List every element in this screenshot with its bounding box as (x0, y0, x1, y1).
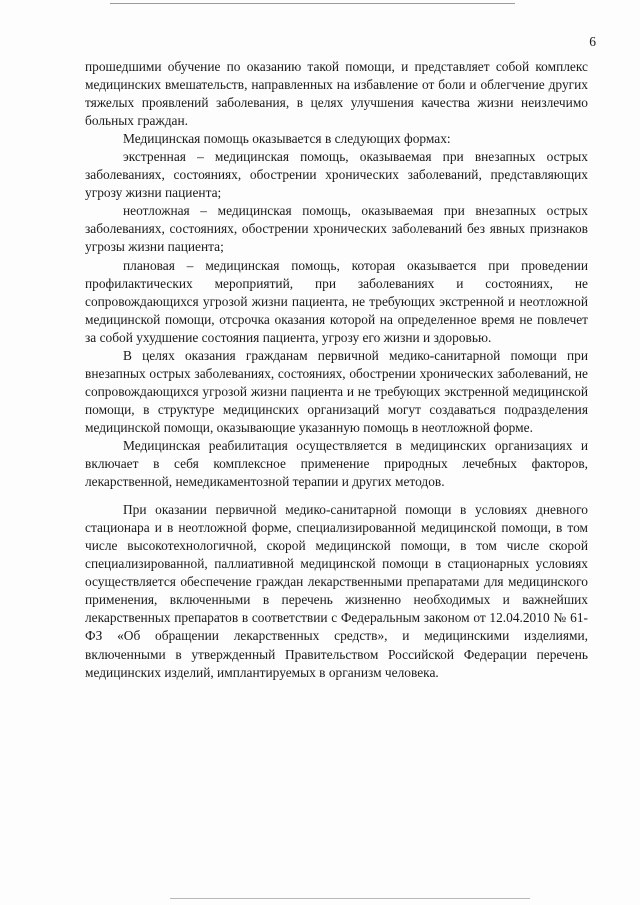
page-number: 6 (589, 34, 596, 49)
paragraph-urgent-care-units: В целях оказания гражданам первичной медико-санитарной помощи при внезапных острых заболеваниях, состояниях, обострении хронических заболеваний, не сопровождающихся угрозой жизни пациента и не требующих экстренной медицинской помощи, в структуре медицинских организаций могут создаваться подразделения медицинской помощи, оказывающие указанную помощь в неотложной форме. (85, 347, 588, 435)
paragraph-planned-form: плановая – медицинская помощь, которая оказывается при проведении профилактических мероприятий, при заболеваниях и состояниях, не сопровождающихся угрозой жизни пациента, не требующих экстренной и неотложной медицинской помощи, отсрочка оказания которой на определенное время не повлечет за собой ухудшение состояния пациента, угрозу его жизни и здоровью. (85, 257, 588, 345)
paragraph-urgent-form: неотложная – медицинская помощь, оказываемая при внезапных острых заболеваниях, состояниях, обострении хронических заболеваний без явных признаков угрозы жизни пациента; (85, 203, 588, 255)
top-edge-line (110, 3, 515, 4)
bottom-edge-line (170, 898, 530, 899)
paragraph-forms-intro: Медицинская помощь оказывается в следующих формах: (123, 131, 451, 147)
paragraph-drug-provision: При оказании первичной медико-санитарной помощи в условиях дневного стационара и в неотложной форме, специализированной медицинской помощи, в том числе высокотехнологичной, скорой медицинской помощи, в том числе скорой специализированной, паллиативной медицинской помощи в стационарных условиях осуществляется обеспечение граждан лекарственными препаратами для медицинского применения, включенными в перечень жизненно необходимых и важнейших лекарственных препаратов в соответствии с Федеральным законом от 12.04.2010 № 61-ФЗ «Об обращении лекарственных средств», и медицинскими изделиями, включенными в утвержденный Правительством Российской Федерации перечень медицинских изделий, имплантируемых в организм человека. (85, 502, 588, 680)
body-text (85, 58, 588, 682)
paragraph-palliative-continuation: прошедшими обучение по оказанию такой помощи, и представляет собой комплекс медицинских вмешательств, направленных на избавление от боли и облегчение других тяжелых проявлений заболевания, в целях улучшения качества жизни неизлечимо больных граждан. (85, 59, 588, 129)
paragraph-rehabilitation: Медицинская реабилитация осуществляется в медицинских организациях и включает в себя комплексное применение природных лечебных факторов, лекарственной, немедикаментозной терапии и других методов. (85, 437, 588, 490)
paragraph-emergency-form: экстренная – медицинская помощь, оказываемая при внезапных острых заболеваниях, состояниях, обострении хронических заболеваний, представляющих угрозу жизни пациента; (85, 149, 588, 201)
